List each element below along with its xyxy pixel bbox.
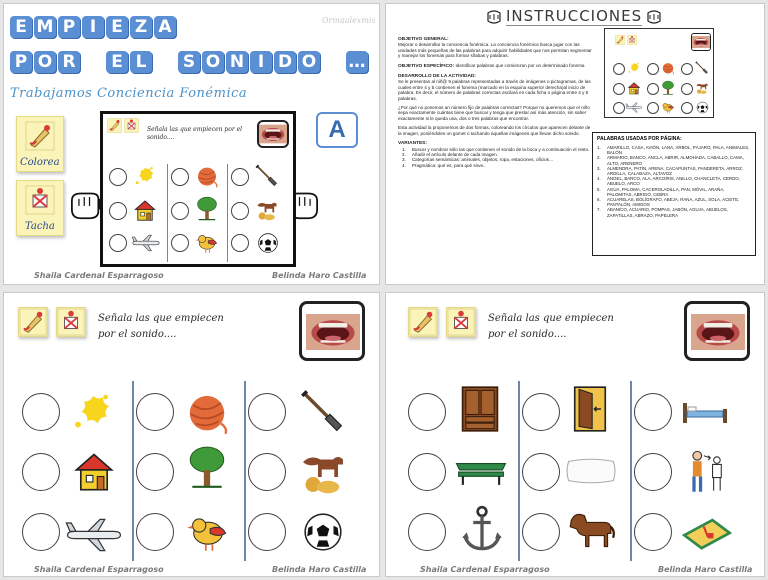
word-list-text: ARMARIO, BANCO, ANCLA, ABRIR, ALMOHADA, CABALLO, CAMA, ALTO, ARENERO <box>607 155 744 166</box>
answer-circle <box>647 63 659 75</box>
anchor-icon <box>460 505 504 553</box>
variantes-label: VARIANTES: <box>398 141 427 147</box>
word-list-item <box>597 187 751 197</box>
word-list-text: ALMENDRA, PATÍN, ARENA, CACAPUNTAS, PANDERETA, ARROZ, ARDILLA, CALABAZA, ALTAVOZ <box>607 165 743 177</box>
yarn-icon <box>195 164 219 188</box>
word-list-number: 2. <box>597 155 601 161</box>
answer-circle <box>681 102 693 114</box>
soccer-ball-icon <box>696 101 709 114</box>
sample-worksheet-card <box>100 111 296 267</box>
word-list-number: 6. <box>597 197 601 203</box>
word-list-text: ABANICO, ACUARIO, POMPAS, JABÓN, AGUJA, ABUELOS, ZAPATILLAS, ABRAZO, PAPELERA <box>607 207 728 218</box>
mouth-icon <box>306 308 360 356</box>
title-letter: I <box>250 51 272 73</box>
bird-icon <box>661 100 675 114</box>
realizacion-text: Esta actividad la proponemos de dos formas, coloreando los círculos que aparecen delante de la imagen, poniéndoles un gomet o tachando aquellas imágenes que llevan dicho sonido. <box>398 125 591 136</box>
title-letter: A <box>154 16 176 38</box>
cross-pin-icon <box>627 35 637 45</box>
author-right: Belinda Haro Castilla <box>658 565 753 574</box>
title-ellipsis: … <box>346 51 368 73</box>
column-divider <box>132 381 134 561</box>
word-list-item <box>597 207 751 217</box>
title-letter: E <box>106 16 128 38</box>
instructions-header <box>486 7 662 26</box>
objetivo-general-text: Mejorar o desarrollar la conciencia fonémica. La conciencia fonémica busca jugar con las unidades más pequeñas de las palabras para adquirir habilidades que nos permitan segmentar y manejar los fonemas para formar sílabas y palabras. <box>398 42 592 59</box>
prompt-line-1: Señala las que empiecen <box>98 313 224 324</box>
answer-circle[interactable] <box>22 453 60 491</box>
variant-number: 4. <box>402 162 406 168</box>
house-icon <box>133 198 157 222</box>
title-space <box>82 51 104 73</box>
glove-left-icon <box>68 190 104 220</box>
answer-circle[interactable] <box>522 453 560 491</box>
answer-circle[interactable] <box>22 513 60 551</box>
title-letter: D <box>274 51 296 73</box>
word-list-number: 1. <box>597 145 601 150</box>
word-list-number: 3. <box>597 165 601 171</box>
column-divider <box>518 381 520 561</box>
title-letter: E <box>10 16 32 38</box>
answer-circle[interactable] <box>634 513 672 551</box>
mouth-icon <box>692 34 710 50</box>
instructions-page <box>385 3 765 285</box>
shovel-icon <box>255 164 279 188</box>
yarn-icon <box>661 61 675 75</box>
word-list-text: ACUARELAS, BOLÍGRAFO, ABEJA, RANA, AZUL, SOLA, ACEITE, PANTALÓN, AMIGOS <box>607 197 740 208</box>
title-letter: E <box>106 51 128 73</box>
worksheet-page-1 <box>3 292 380 577</box>
title-letter: I <box>82 16 104 38</box>
prompt-line-2: por el sonido.... <box>488 329 567 340</box>
author-left: Shaila Cardenal Esparragoso <box>34 565 164 574</box>
variant-number: 3. <box>402 157 406 163</box>
word-list-title: PALABRAS USADAS POR PÁGINA: <box>597 136 682 142</box>
word-list-item <box>597 145 751 155</box>
answer-circle[interactable] <box>109 234 127 252</box>
word-list-number: 4. <box>597 176 601 182</box>
word-list-text: ÁNGEL, BARCO, ALA, ARCOÍRIS, ANILLO, CHANCLETA, CERDO, ABUELO, ARCO <box>607 176 740 187</box>
animals-icon <box>298 447 348 497</box>
note-tacha <box>16 180 64 236</box>
answer-circle[interactable] <box>171 202 189 220</box>
answer-circle[interactable] <box>231 168 249 186</box>
author-left: Shaila Cardenal Esparragoso <box>34 271 164 280</box>
worksheet-page-2 <box>385 292 765 577</box>
title-letter: M <box>34 16 56 38</box>
soccer-ball-icon <box>257 232 279 254</box>
answer-circle[interactable] <box>408 393 446 431</box>
bird-icon <box>195 230 219 254</box>
answer-circle[interactable] <box>522 513 560 551</box>
word-list-text: AGUA, PALOMA, CACEROLADILLA, PAN, MÓVIL, ARAÑA, PALOMITAS, ABRIGO, CEBRA <box>607 186 725 197</box>
column-divider <box>630 381 632 561</box>
animals-icon <box>255 198 279 222</box>
answer-circle[interactable] <box>171 168 189 186</box>
author-left: Shaila Cardenal Esparragoso <box>420 565 550 574</box>
title-letter: Z <box>130 16 152 38</box>
word-list <box>597 145 751 218</box>
animals-icon <box>695 81 709 95</box>
color-pin-icon <box>19 308 47 336</box>
color-pin-icon <box>409 308 437 336</box>
note-colorea-small <box>18 307 48 337</box>
title-line-2 <box>10 51 368 73</box>
cross-pin-icon <box>447 308 475 336</box>
film-icon <box>646 9 662 25</box>
answer-circle[interactable] <box>136 513 174 551</box>
pregunta-text: ¿Por qué no ponemos un número fijo de palabras correctas? Porque no queremos que el niño sepa exactamente cuántas tiene que buscar y tenga que prestar así más atención, sin saber exactamente si le queda una, dos o tres palabras que encontrar. <box>398 105 590 121</box>
cover-page <box>3 3 380 285</box>
bed-icon <box>680 397 730 427</box>
note-tacha-small <box>446 307 476 337</box>
word-list-number: 5. <box>597 186 601 192</box>
answer-circle[interactable] <box>109 168 127 186</box>
answer-circle[interactable] <box>136 453 174 491</box>
variant-text: Categorías semánticas: animales, objetos, ropa, estaciones, oficios… <box>411 157 554 163</box>
note-colorea-label: Colorea <box>20 157 60 168</box>
answer-circle[interactable] <box>248 393 286 431</box>
variant-text: Añadir el artículo delante de cada imagen. <box>411 151 498 157</box>
yarn-icon <box>184 389 230 435</box>
prompt-line-2: por el sonido.... <box>98 329 177 340</box>
yellow-splash-icon <box>133 164 157 188</box>
column-divider <box>244 381 246 561</box>
word-list-item <box>597 166 751 176</box>
answer-circle[interactable] <box>22 393 60 431</box>
desarrollo-label: DESARROLLO DE LA ACTIVIDAD: <box>398 74 476 80</box>
airplane-icon <box>64 517 124 553</box>
word-list-text: AMARILLO, CASA, AVIÓN, LANA, ÁRBOL, PÁJARO, PALA, ANIMALES, BALÓN <box>607 145 750 156</box>
title-letter: N <box>226 51 248 73</box>
sandbox-icon <box>680 511 734 555</box>
variant-item <box>398 163 594 168</box>
title-letter: P <box>58 16 80 38</box>
answer-circle[interactable] <box>231 202 249 220</box>
pillow-icon <box>564 455 618 487</box>
answer-circle <box>613 63 625 75</box>
mouth-icon <box>259 122 287 146</box>
house-icon <box>72 449 116 493</box>
prompt-line-1: Señala las que empiecen <box>488 313 614 324</box>
cross-pin-icon <box>124 118 139 133</box>
title-line-1 <box>10 16 176 38</box>
cross-pin-icon <box>25 185 55 215</box>
variant-text: Pragmática: qué es, para qué sirve.. <box>411 162 486 168</box>
title-letter: L <box>130 51 152 73</box>
note-colorea <box>16 116 64 172</box>
variant-number: 1. <box>402 146 406 152</box>
title-letter: O <box>298 51 320 73</box>
mouth-icon <box>691 308 745 356</box>
variant-text: Buscar y nombrar sólo las que contienen el sonido de la boca y a continuación el resto. <box>411 146 590 152</box>
word-list-item <box>597 155 751 165</box>
title-letter: S <box>178 51 200 73</box>
column-divider <box>227 164 228 262</box>
yellow-splash-icon <box>627 61 641 75</box>
mouth-frame <box>257 120 289 148</box>
objetivo-especifico-label: OBJETIVO ESPECÍFICO: <box>398 63 455 69</box>
word-list-box <box>592 132 756 256</box>
thumbnail-worksheet <box>604 28 714 118</box>
mouth-frame <box>299 301 365 361</box>
note-colorea-small <box>408 307 438 337</box>
title-letter: R <box>58 51 80 73</box>
title-letter: O <box>34 51 56 73</box>
title-space <box>322 51 344 73</box>
bird-icon <box>186 509 230 553</box>
shovel-icon <box>300 389 346 435</box>
answer-circle <box>613 102 625 114</box>
tree-icon <box>186 445 228 491</box>
bench-icon <box>454 455 508 487</box>
tall-short-people-icon <box>684 447 728 495</box>
objetivo-especifico-text: Identificar palabras que comienzan por un determinado fonema <box>455 62 585 68</box>
answer-circle <box>647 83 659 95</box>
instructions-body <box>398 36 594 168</box>
soccer-ball-icon <box>302 511 344 553</box>
worksheet-prompt <box>488 311 614 343</box>
mouth-frame <box>691 33 711 51</box>
mouth-frame <box>684 301 750 361</box>
author-right: Belinda Haro Castilla <box>272 271 367 280</box>
house-icon <box>627 81 641 95</box>
word-list-item <box>597 176 751 186</box>
card-prompt: Señala las que empiecen por el sonido.... <box>147 126 243 141</box>
desarrollo-text: Se le presentan al niñ@ 9 palabras representadas a través de imágenes o pictogramas, de las cuales entre 4 y 5 contienen el fonema (marcado en la esquina superior derecha)al inicio de palabra. Es decir, el número de palabras correctas oscilará en cada ficha o página entre 4 y 6 palabras. <box>398 79 591 101</box>
answer-circle <box>613 83 625 95</box>
title-letter: O <box>202 51 224 73</box>
film-icon <box>486 9 502 25</box>
answer-circle[interactable] <box>136 393 174 431</box>
note-tacha-label: Tacha <box>25 221 55 232</box>
tree-icon <box>661 80 675 96</box>
title-letter: P <box>10 51 32 73</box>
column-divider <box>167 164 168 262</box>
answer-circle <box>681 83 693 95</box>
answer-circle[interactable] <box>634 393 672 431</box>
answer-circle <box>681 63 693 75</box>
cross-pin-icon <box>57 308 85 336</box>
answer-circle[interactable] <box>248 453 286 491</box>
wardrobe-icon <box>458 385 502 433</box>
title-space <box>154 51 176 73</box>
airplane-icon <box>131 234 161 252</box>
objetivo-general-label: OBJETIVO GENERAL: <box>398 37 449 42</box>
open-door-icon <box>568 385 612 433</box>
brand-watermark: Ormaalexmis <box>322 16 376 25</box>
answer-circle[interactable] <box>171 234 189 252</box>
tree-icon <box>195 196 219 222</box>
answer-circle <box>647 102 659 114</box>
color-pin-icon <box>615 35 625 45</box>
variant-number: 2. <box>402 151 406 157</box>
instructions-title: INSTRUCCIONES <box>506 7 643 25</box>
answer-circle[interactable] <box>522 393 560 431</box>
color-pin-icon <box>25 121 55 151</box>
worksheet-prompt <box>98 311 224 343</box>
airplane-icon <box>625 102 643 113</box>
answer-circle[interactable] <box>634 453 672 491</box>
answer-circle[interactable] <box>248 513 286 551</box>
answer-circle[interactable] <box>231 234 249 252</box>
author-right: Belinda Haro Castilla <box>272 565 367 574</box>
answer-circle[interactable] <box>109 202 127 220</box>
word-list-number: 7. <box>597 207 601 213</box>
sound-letter-badge: A <box>316 112 358 148</box>
yellow-splash-icon <box>70 389 116 435</box>
note-tacha-small <box>56 307 86 337</box>
subtitle: Trabajamos Conciencia Fonémica <box>10 86 248 101</box>
shovel-icon <box>695 61 709 75</box>
color-pin-icon <box>107 118 122 133</box>
horse-icon <box>562 507 618 551</box>
word-list-item <box>597 197 751 207</box>
answer-circle[interactable] <box>408 453 446 491</box>
answer-circle[interactable] <box>408 513 446 551</box>
